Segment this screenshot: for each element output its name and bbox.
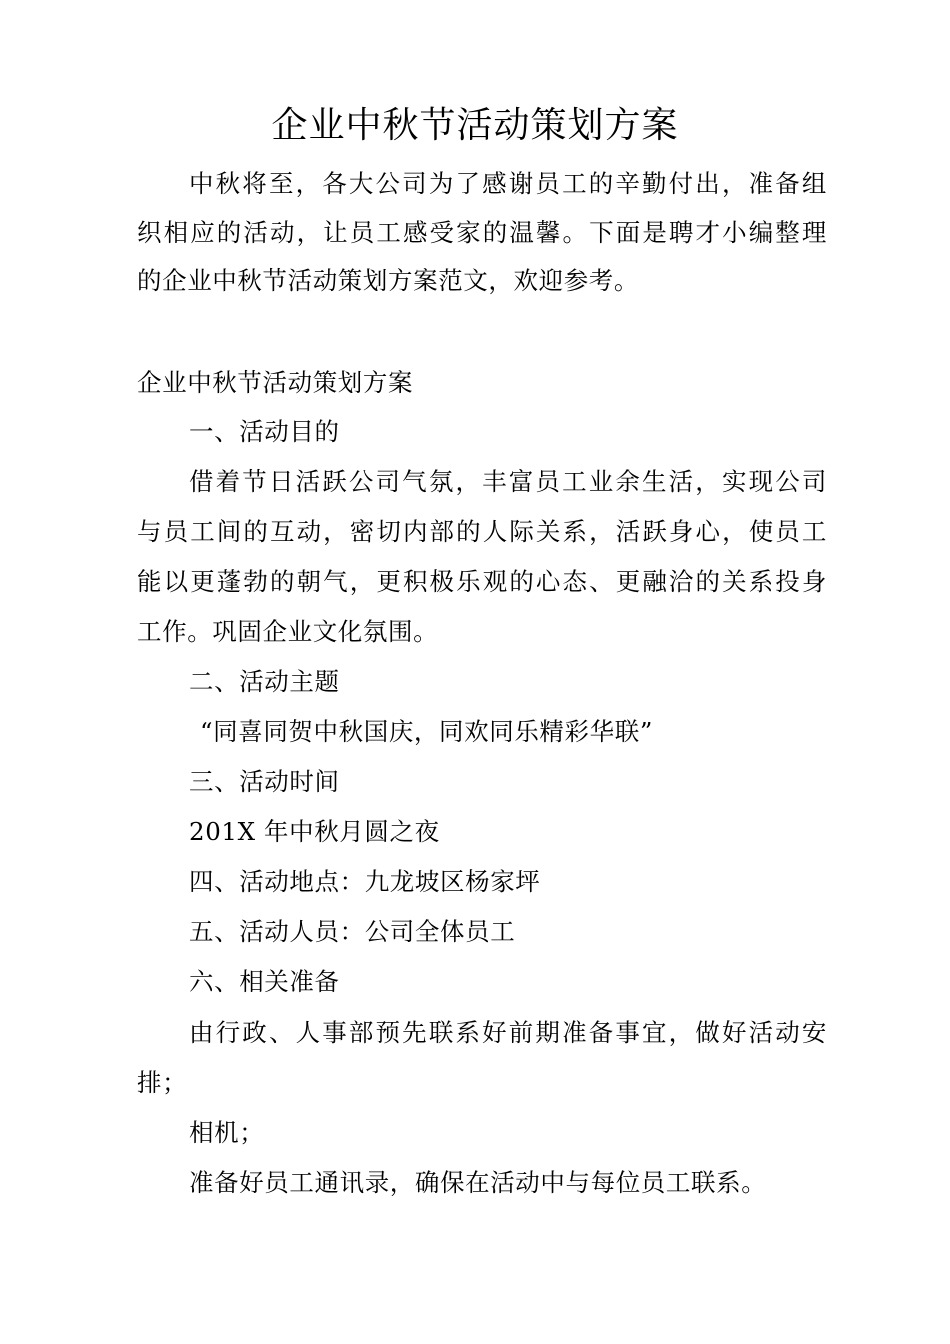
section2-theme: “同喜同贺中秋国庆，同欢同乐精彩华联” (200, 717, 653, 746)
section1-heading: 一、活动目的 (189, 417, 340, 446)
section3-heading: 三、活动时间 (189, 767, 340, 796)
section3-time: 201X 年中秋月圆之夜 (189, 817, 440, 846)
document-title: 企业中秋节活动策划方案 (271, 105, 679, 146)
section-subtitle: 企业中秋节活动策划方案 (137, 368, 414, 397)
section6-item-camera: 相机； (189, 1118, 265, 1147)
intro-line-1: 中秋将至，各大公司为了感谢员工的辛勤付出，准备组 (189, 169, 827, 198)
section4-location: 四、活动地点：九龙坡区杨家坪 (189, 867, 541, 896)
intro-line-2: 织相应的活动，让员工感受家的温馨。下面是聘才小编整理 (137, 218, 827, 247)
section1-line-4: 工作。巩固企业文化氛围。 (137, 617, 439, 646)
section1-line-2: 与员工间的互动，密切内部的人际关系，活跃身心，使员工 (137, 517, 827, 546)
section6-line-2: 排； (137, 1068, 188, 1097)
section6-item-contacts: 准备好员工通讯录，确保在活动中与每位员工联系。 (189, 1168, 767, 1197)
intro-line-3: 的企业中秋节活动策划方案范文，欢迎参考。 (137, 266, 639, 295)
section6-heading: 六、相关准备 (189, 967, 340, 996)
section1-line-3: 能以更蓬勃的朝气，更积极乐观的心态、更融洽的关系投身 (137, 567, 827, 596)
section6-line-1: 由行政、人事部预先联系好前期准备事宜，做好活动安 (189, 1018, 827, 1047)
section5-participants: 五、活动人员：公司全体员工 (189, 917, 516, 946)
section1-line-1: 借着节日活跃公司气氛，丰富员工业余生活，实现公司 (189, 467, 827, 496)
section2-heading: 二、活动主题 (189, 667, 340, 696)
